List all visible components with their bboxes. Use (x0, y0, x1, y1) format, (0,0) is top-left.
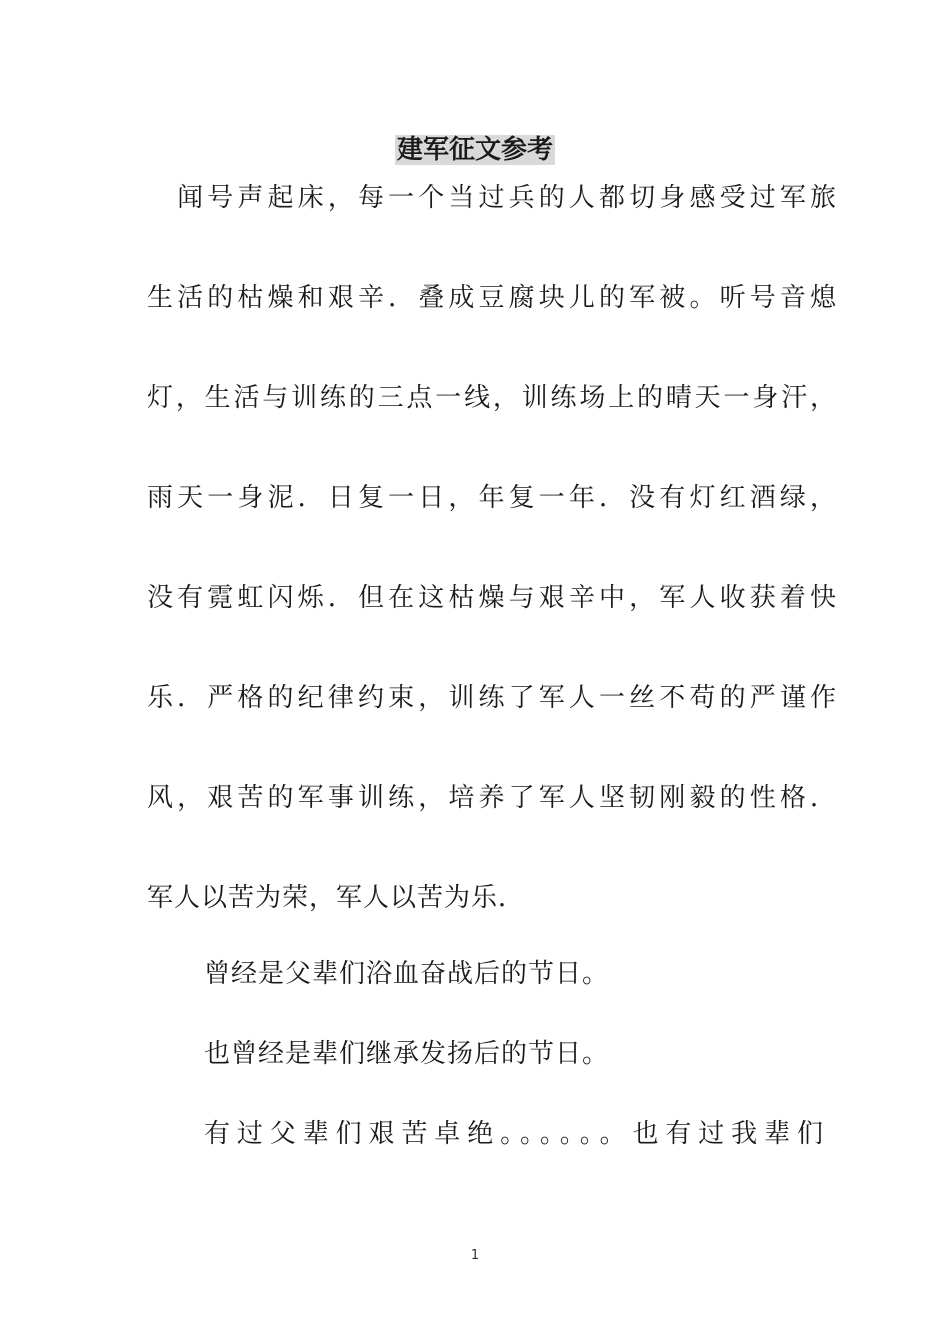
paragraph-1-line-1: 闻号声起床，每一个当过兵的人都切身感受过军旅 (147, 183, 837, 213)
paragraph-1-line-7: 风，艰苦的军事训练，培养了军人坚韧刚毅的性格． (147, 783, 837, 813)
document-title (0, 132, 950, 168)
paragraph-3: 也曾经是辈们继承发扬后的节日。 (204, 1039, 610, 1069)
page-number: 1 (470, 1248, 480, 1263)
paragraph-2: 曾经是父辈们浴血奋战后的节日。 (204, 959, 610, 989)
paragraph-1-line-2: 生活的枯燥和艰辛．叠成豆腐块儿的军被。听号音熄 (147, 283, 837, 313)
paragraph-1-line-5: 没有霓虹闪烁．但在这枯燥与艰辛中，军人收获着快 (147, 583, 837, 613)
paragraph-4: 有过父辈们艰苦卓绝。。。。。。也有过我辈们 (204, 1119, 824, 1149)
paragraph-1-line-4: 雨天一身泥．日复一日，年复一年．没有灯红酒绿， (147, 483, 837, 513)
paragraph-1-line-6: 乐．严格的纪律约束，训练了军人一丝不苟的严谨作 (147, 683, 837, 713)
document-title-text: 建军征文参考 (396, 135, 553, 165)
paragraph-1-line-8: 军人以苦为荣，军人以苦为乐． (147, 883, 526, 913)
paragraph-1-line-3: 灯，生活与训练的三点一线，训练场上的晴天一身汗， (147, 383, 837, 413)
